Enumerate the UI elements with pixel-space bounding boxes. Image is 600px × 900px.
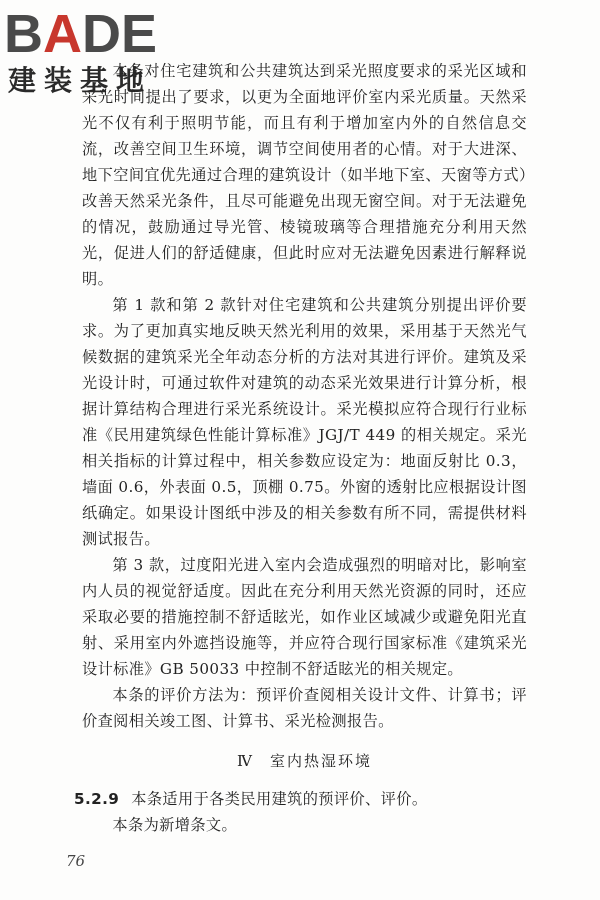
- paragraph-daylight-requirements: 本条对住宅建筑和公共建筑达到采光照度要求的采光区域和采光时间提出了要求，以更为全面地评价室内采光质量。天然采光不仅有利于照明节能，而且有利于增加室内外的自然信息交流，改善空间卫生环境，调节空间使用者的心情。对于大进深、地下空间宜优先通过合理的建筑设计（如半地下室、天窗等方式）改善天然采光条件，且尽可能避免出现无窗空间。对于无法避免的情况，鼓励通过导光管、棱镜玻璃等合理措施充分利用天然光，促进人们的舒适健康，但此时应对无法避免因素进行解释说明。: [82, 62, 527, 288]
- logo-latin-text: BADE: [4, 4, 158, 64]
- paragraph-evaluation-method: 本条的评价方法为：预评价查阅相关设计文件、计算书；评价查阅相关竣工图、计算书、采光检测报告。: [82, 686, 527, 730]
- section-heading: [82, 750, 527, 772]
- section-number: Ⅳ: [236, 752, 254, 770]
- page-number: 76: [66, 852, 86, 870]
- clause-text: 本条适用于各类民用建筑的预评价、评价。: [131, 790, 428, 808]
- clause-number: 5.2.9: [74, 790, 120, 808]
- logo-accent-letter: A: [43, 4, 82, 64]
- clause-note: 本条为新增条文。: [112, 816, 238, 834]
- clause-5-2-9: [74, 786, 527, 812]
- paragraph-clause-1-2: 第 1 款和第 2 款针对住宅建筑和公共建筑分别提出评价要求。为了更加真实地反映天然光利用的效果，采用基于天然光气候数据的建筑采光全年动态分析的方法对其进行评价。建筑及采光设计时，可通过软件对建筑的动态采光效果进行计算分析，根据计算结构合理进行采光系统设计。采光模拟应符合现行行业标准《民用建筑绿色性能计算标准》JGJ/T 449 的相关规定。采光相关指标的计算过程中，相关参数应设定为：地面反射比 0.3，墙面 0.6，外表面 0.5，顶棚 0.75。外窗的透射比应根据设计图纸确定。如果设计图纸中涉及的相关参数有所不同，需提供材料测试报告。: [82, 296, 527, 548]
- section-title: 室内热湿环境: [269, 752, 372, 770]
- logo-chinese-text: 建装基地: [8, 64, 153, 97]
- paragraph-clause-3: 第 3 款，过度阳光进入室内会造成强烈的明暗对比，影响室内人员的视觉舒适度。因此在充分利用天然光资源的同时，还应采取必要的措施控制不舒适眩光，如作业区域减少或避免阳光直射、采用室内外遮挡设施等，并应符合现行国家标准《建筑采光设计标准》GB 50033 中控制不舒适眩光的相关规定。: [82, 556, 527, 678]
